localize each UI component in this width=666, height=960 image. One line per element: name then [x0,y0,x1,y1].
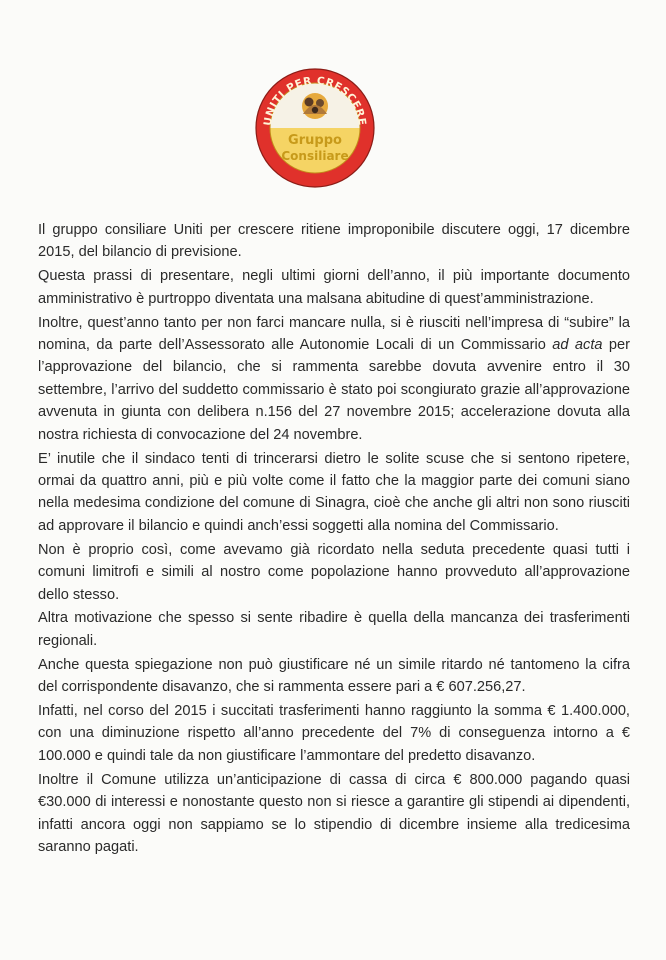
paragraph-text: Inoltre, quest’anno tanto per non farci mancare nulla, si è riusciti nell’impresa di “subire” la nomina, da parte dell’Assessorato alle Autonomie Locali di un Commissario [38,314,630,354]
logo-ring-text: UNITI PER CRESCERE [261,74,369,127]
paragraph-italic: ad acta [552,337,603,354]
letter-body [38,219,630,860]
paragraph: Non è proprio così, come avevamo già ricordato nella seduta precedente quasi tutti i comuni limitrofi e simili al nostro come popolazione hanno provveduto all’approvazione dello stesso. [38,541,630,603]
paragraph: Il gruppo consiliare Uniti per crescere ritiene improponibile discutere oggi, 17 dicembre 2015, del bilancio di previsione. [38,222,630,261]
paragraph: Infatti, nel corso del 2015 i succitati trasferimenti hanno raggiunto la somma € 1.400.000, con una diminuzione rispetto all’anno precedente del 7% di conseguenza intorno a € 100.000 e quindi tale da non giustificare l’ammontare del predetto disavanzo. [38,703,630,764]
group-logo [253,66,377,190]
logo-center-line2: Consiliare [281,149,349,163]
paragraph: Questa prassi di presentare, negli ultimi giorni dell’anno, il più importante documento amministrativo è purtroppo diventata una malsana abitudine di quest’amministrazione. [38,268,630,307]
paragraph: E’ inutile che il sindaco tenti di trincerarsi dietro le solite scuse che si sentono ripetere, ormai da quattro anni, più e più volte come il fatto che la maggior parte dei comuni siano nella medesima condizione del comune di Sinagra, cioè che anche gli altri non sono riusciti ad approvare il bilancio e quindi anch’essi soggetti alla nomina del Commissario. [38,450,630,534]
paragraph: Inoltre il Comune utilizza un’anticipazione di cassa di circa € 800.000 pagando quasi €30.000 di interessi e nonostante questo non si riesce a garantire gli stipendi ai dipendenti, infatti ancora oggi non sappiamo se lo stipendio di dicembre insieme alla tredicesima saranno pagati. [38,771,630,855]
paragraph: Altra motivazione che spesso si sente ribadire è quella della mancanza dei trasferimenti regionali. [38,610,630,649]
paragraph-text: per l’approvazione del bilancio, che si rammenta sarebbe dovuta avvenire entro il 30 settembre, l’arrivo del suddetto commissario è stato poi scongiurato grazie all’approvazione avvenuta in giunta con delibera n.156 del 27 novembre 2015; accelerazione dovuta alla nostra richiesta di convocazione del 24 novembre. [38,337,631,443]
logo-emblem [253,66,377,190]
logo-center-line1: Gruppo [288,133,342,148]
paragraph [38,312,630,446]
people-figure-icon [302,93,328,119]
paragraph: Anche questa spiegazione non può giustificare né un simile ritardo né tantomeno la cifra del corrispondente disavanzo, che si rammenta essere pari a € 607.256,27. [38,656,630,696]
